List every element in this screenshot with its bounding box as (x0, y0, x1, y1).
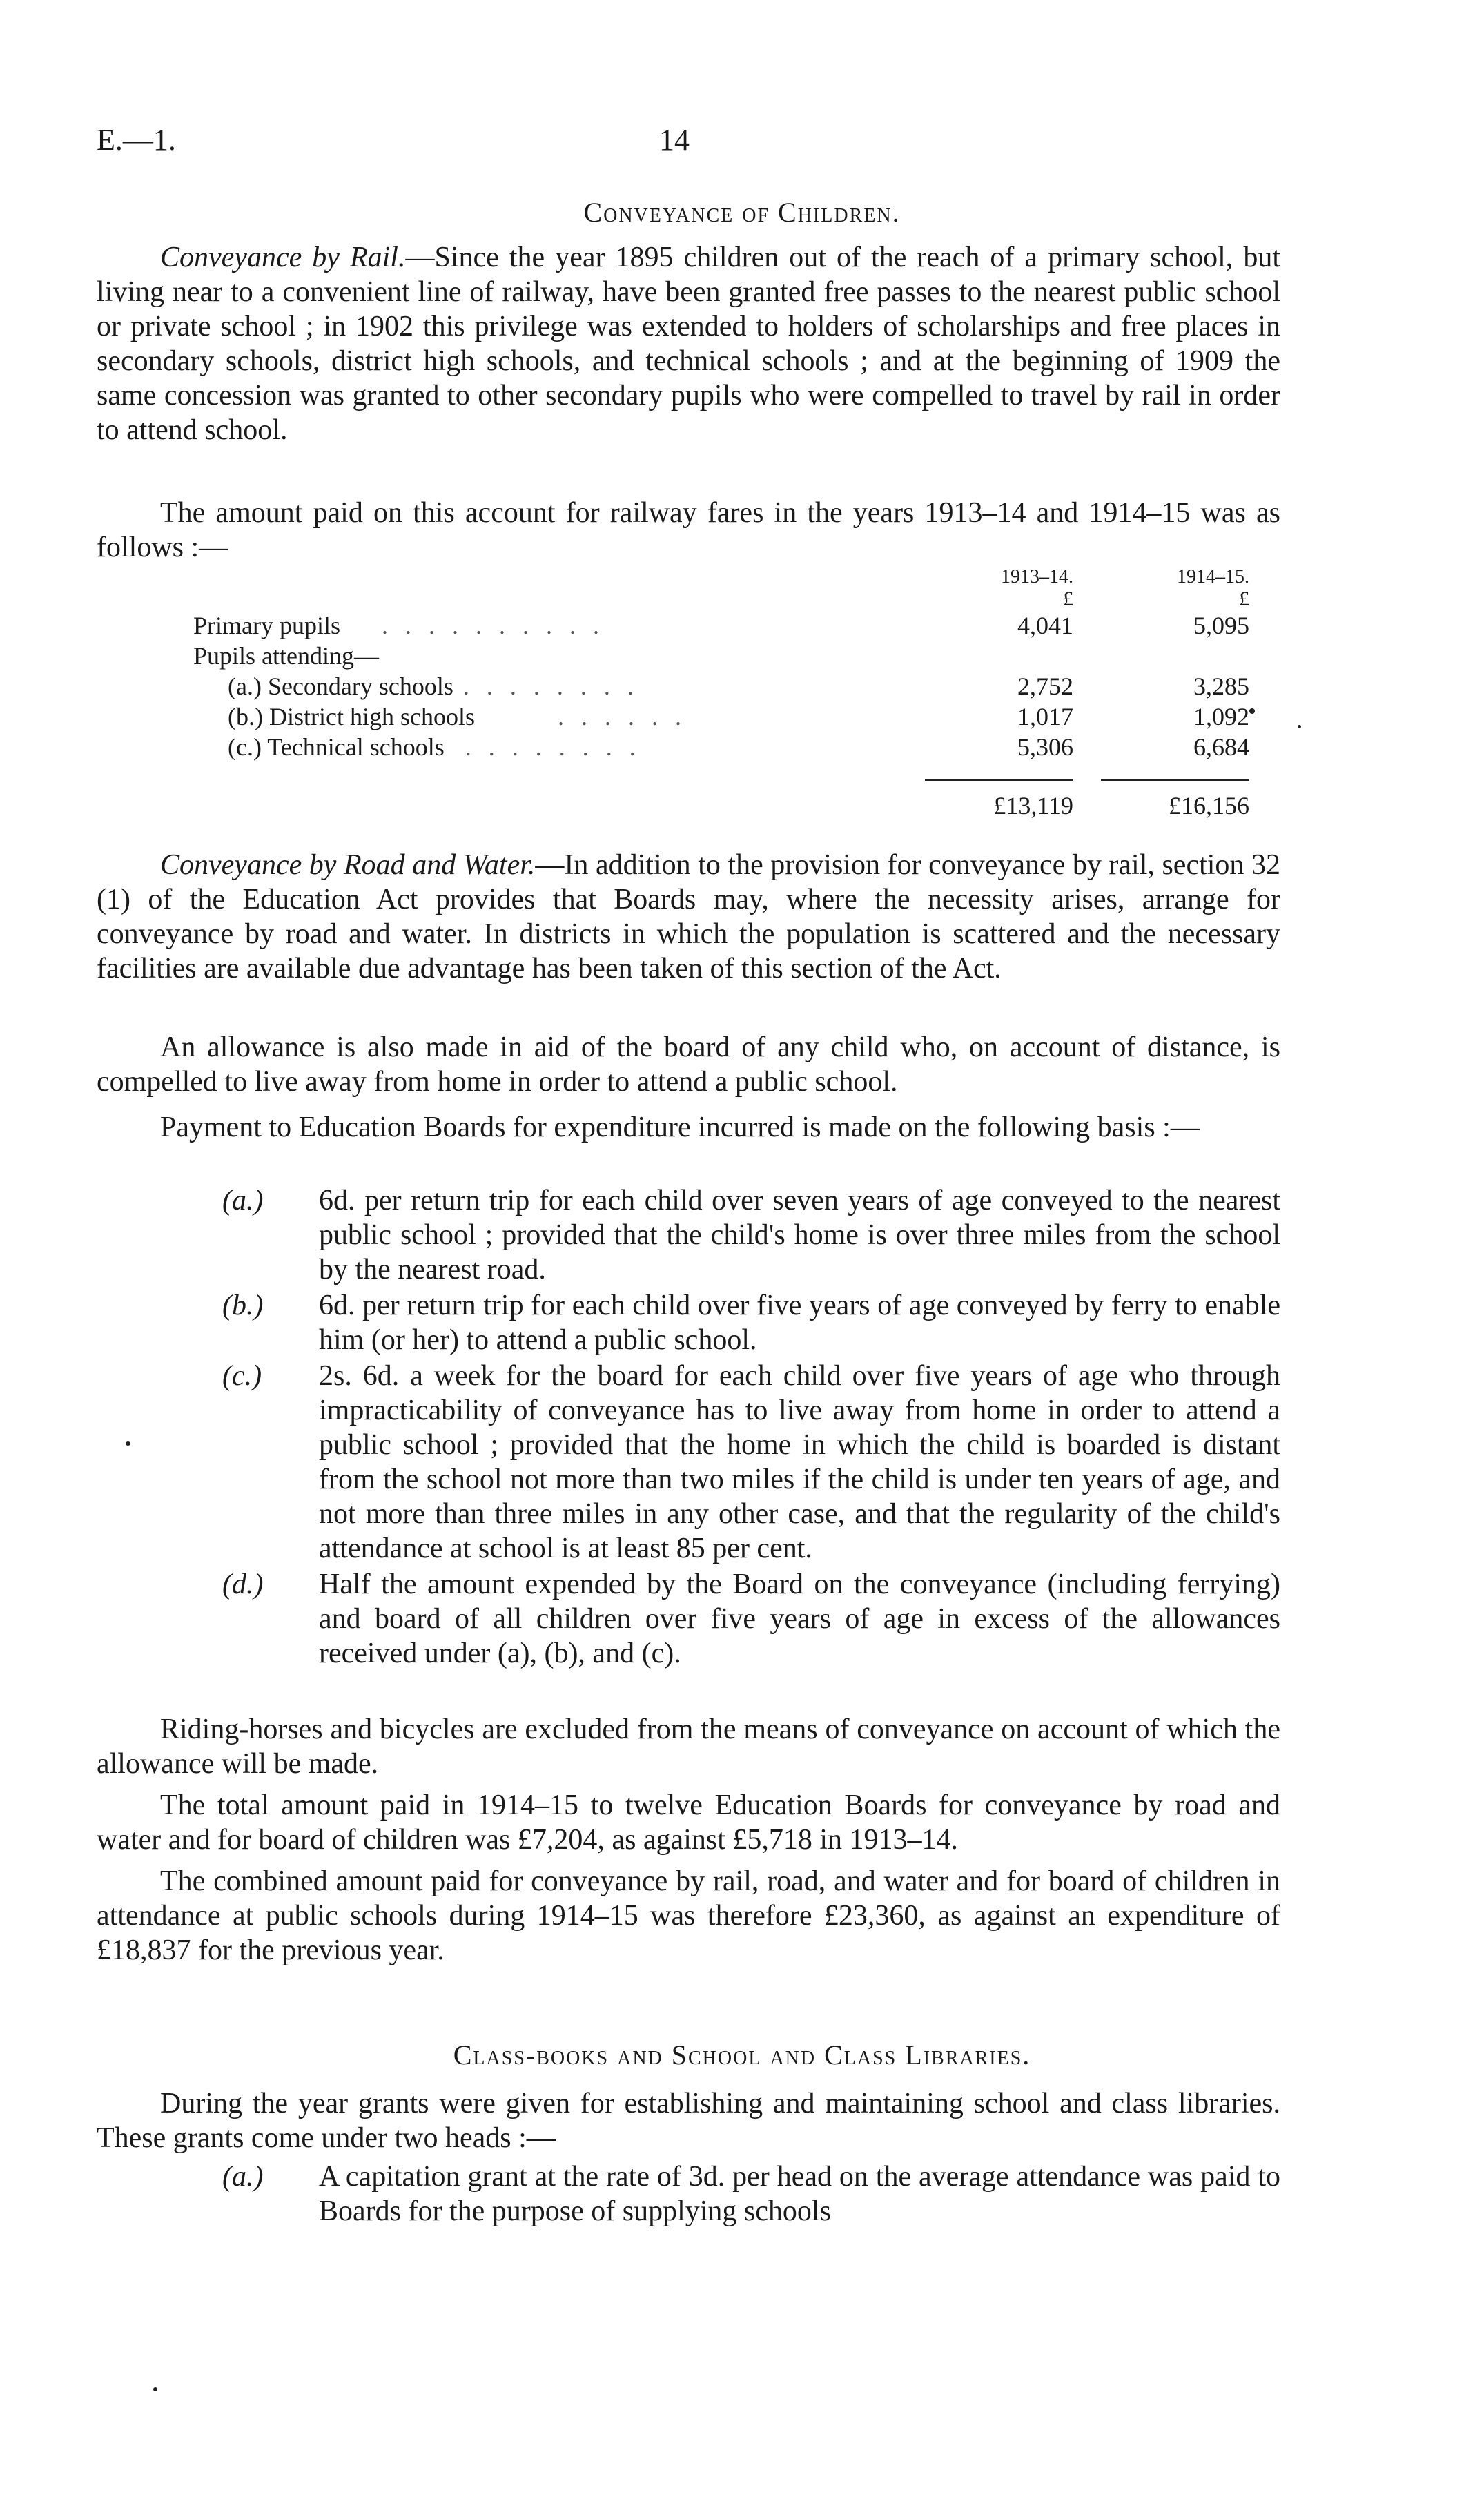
ink-speck (153, 2387, 157, 2391)
paragraph-combined-amount: The combined amount paid for conveyance by rail, road, and water and for board of children in attendance at public schools during 1914–15 was therefore £23,360, as against an expenditure of £18,837 for the previous year. (97, 1865, 1280, 1966)
ink-speck (1298, 725, 1301, 728)
page-number: 14 (659, 123, 690, 157)
paragraph-library-grants: During the year grants were given for establishing and maintaining school and class libraries. These grants come under two heads :— (97, 2088, 1280, 2154)
year-heading-2: 1914–15. (1177, 566, 1249, 588)
row-leader-dots: . . . . . . (557, 703, 687, 730)
list-item-text: 6d. per return trip for each child over seven years of age conveyed to the nearest public school ; provided that the child's home is over three miles from the school by the nearest road. (319, 1185, 1280, 1285)
list-item (97, 1183, 1280, 1287)
payment-basis-list (97, 1183, 1280, 1672)
text-conveyance-by-road-water: —In addition to the provision for conveyance by rail, section 32 (1) of the Education Act provides that Boards may, where the necessity arises, arrange for conveyance by road and water. In districts in which the population is scattered and the necessary facilities are available due advantage has been taken of this section of the Act. (97, 849, 1280, 984)
row-leader-dots: . . . . . . . . (462, 672, 639, 700)
row-value-1914: 1,092 (1193, 703, 1249, 730)
row-label: (c.) Technical schools (228, 733, 445, 761)
list-item (97, 1288, 1280, 1357)
section-title-conveyance: Conveyance of Children. (583, 197, 901, 228)
year-heading-1: 1913–14. (1001, 566, 1073, 588)
row-leader-dots: . . . . . . . . (465, 733, 641, 761)
table-unit-row (193, 588, 1249, 610)
list-item-label: (b.) (222, 1290, 264, 1321)
table-year-header-row (193, 566, 1249, 588)
table-total-row (193, 780, 1249, 821)
lead-conveyance-by-rail: Conveyance by Rail. (160, 242, 406, 273)
paragraph-riding-horses: Riding-horses and bicycles are excluded from the means of conveyance on account of which the allowance will be made. (97, 1714, 1280, 1780)
table-row (193, 671, 1249, 701)
row-value-1913: 2,752 (1017, 672, 1073, 700)
row-label: Pupils attending— (193, 642, 379, 670)
table-row (193, 732, 1249, 762)
list-item-text: A capitation grant at the rate of 3d. per head on the average attendance was paid to Boards for the purpose of supplying schools (319, 2161, 1280, 2227)
row-label: (b.) District high schools (228, 703, 475, 730)
unit-label-2: £ (1239, 588, 1249, 610)
paragraph-conveyance-by-road-water (97, 848, 1280, 986)
list-item-text: 6d. per return trip for each child over five years of age conveyed by ferry to enable him (or her) to attend a public school. (319, 1290, 1280, 1356)
list-item-label: (a.) (222, 2161, 264, 2193)
list-item-text: 2s. 6d. a week for the board for each child over five years of age who through impracticability of conveyance has to live away from home in order to attend a public school ; provided that the home in which the child is boarded is distant from the school not more than two miles if the child is under ten years of age, and not more than three miles in any other case, and that the regularity of the child's attendance at school is at least 85 per cent. (319, 1360, 1280, 1564)
table-row (193, 641, 1249, 671)
list-item (97, 1567, 1280, 1671)
row-value-1913: 1,017 (1017, 703, 1073, 730)
row-label: Primary pupils (193, 612, 340, 639)
section-title-class-books: Class-books and School and Class Libraries. (453, 2039, 1031, 2070)
row-value-1914: 6,684 (1193, 733, 1249, 761)
library-grant-list (97, 2159, 1280, 2230)
table-row (193, 701, 1249, 732)
list-item (97, 2159, 1280, 2229)
row-value-1914: 3,285 (1193, 672, 1249, 700)
row-leader-dots: . . . . . . . . . . (382, 612, 605, 639)
row-value-1913: 5,306 (1017, 733, 1073, 761)
paragraph-total-boards: The total amount paid in 1914–15 to twelve Education Boards for conveyance by road and water and for board of children was £7,204, as against £5,718 in 1913–14. (97, 1789, 1280, 1856)
ink-speck (1249, 708, 1255, 714)
list-item (97, 1359, 1280, 1566)
total-1913: £13,119 (925, 780, 1073, 821)
table-row (193, 610, 1249, 641)
ink-speck (126, 1441, 130, 1446)
list-item-text: Half the amount expended by the Board on the conveyance (including ferrying) and board of all children over five years of age in excess of the allowances received under (a), (b), and (c). (319, 1569, 1280, 1669)
paragraph-payment-basis: Payment to Education Boards for expenditure incurred is made on the following basis :— (160, 1111, 1200, 1143)
unit-label-1: £ (1063, 588, 1073, 610)
row-value-1913: 4,041 (1017, 612, 1073, 639)
railway-fares-table (193, 566, 1249, 821)
list-item-label: (c.) (222, 1360, 262, 1392)
total-1914: £16,156 (1101, 780, 1249, 821)
paragraph-railway-fares-intro: The amount paid on this account for railway fares in the years 1913–14 and 1914–15 was as follows :— (97, 497, 1280, 563)
page-reference: E.—1. (97, 123, 176, 157)
paragraph-board-allowance: An allowance is also made in aid of the board of any child who, on account of distance, is compelled to live away from home in order to attend a public school. (97, 1031, 1280, 1098)
list-item-label: (d.) (222, 1569, 264, 1600)
text-conveyance-by-rail: —Since the year 1895 children out of the reach of a primary school, but living near to a convenient line of railway, have been granted free passes to the nearest public school or private school ; in 1902 this privilege was extended to holders of scholarships and free places in secondary schools, district high schools, and technical schools ; and at the beginning of 1909 the same concession was granted to other secondary pupils who were compelled to travel by rail in order to attend school. (97, 242, 1281, 446)
row-label: (a.) Secondary schools (228, 672, 453, 700)
paragraph-conveyance-by-rail (97, 240, 1280, 447)
list-item-label: (a.) (222, 1185, 264, 1216)
lead-conveyance-by-road-water: Conveyance by Road and Water. (160, 849, 536, 881)
row-value-1914: 5,095 (1193, 612, 1249, 639)
